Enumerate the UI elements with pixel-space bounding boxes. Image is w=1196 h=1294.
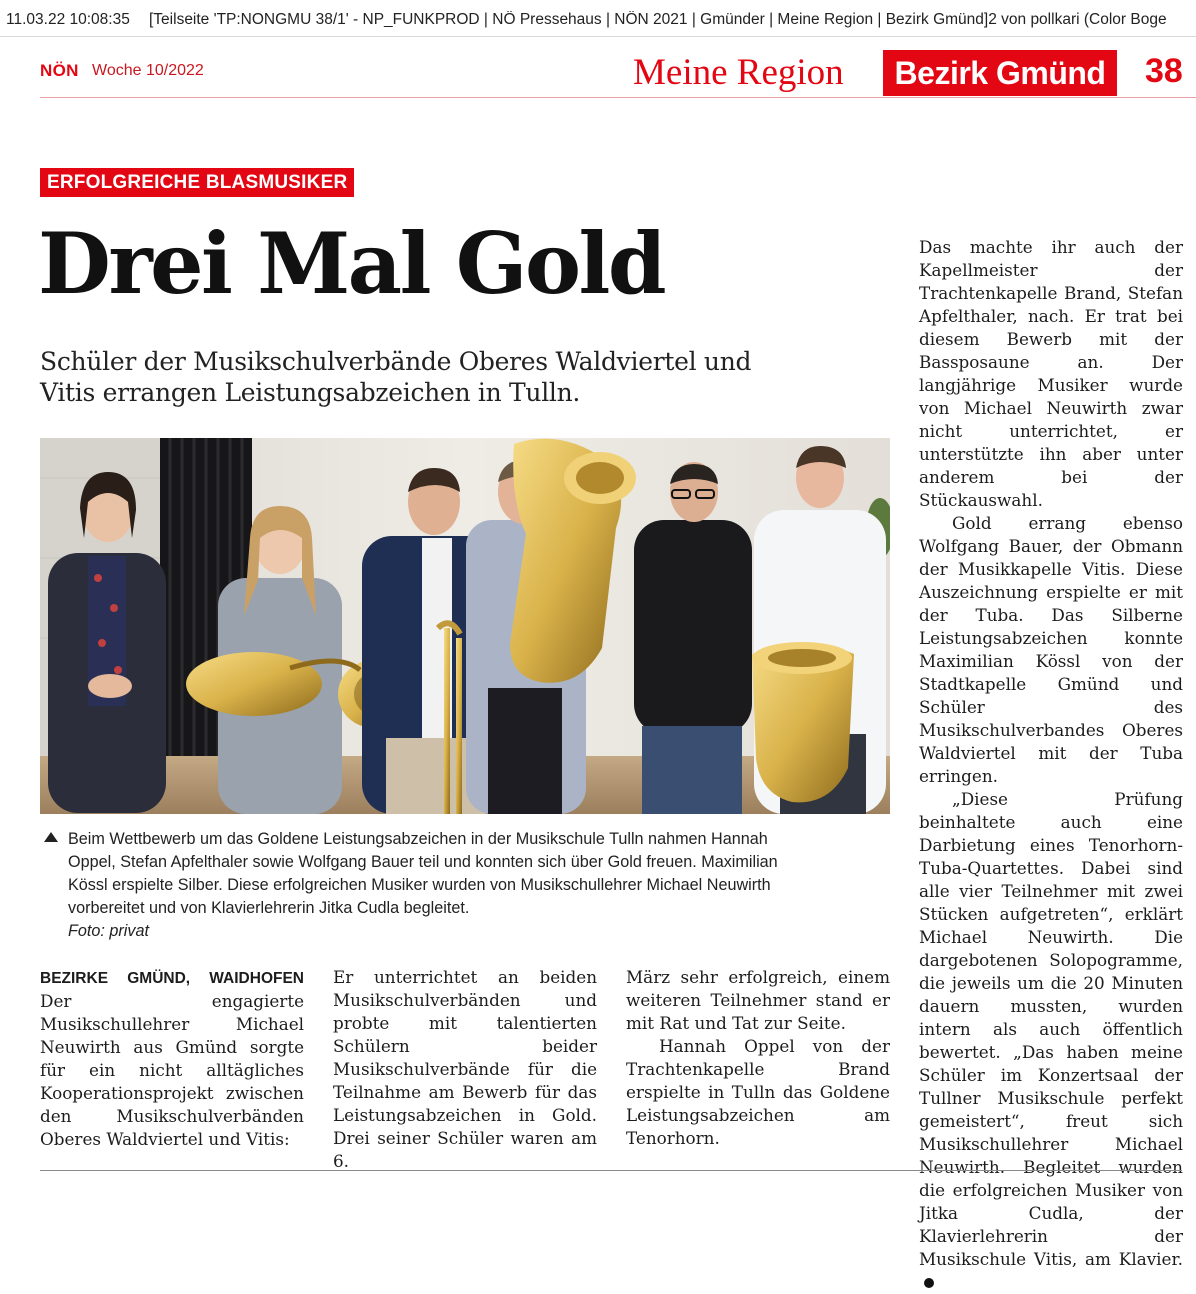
header-divider [40,97,1196,98]
article-text: Das machte ihr auch der Kapellmeister der Trachtenkapelle Brand, Stefan Apfelthaler, nach. Er trat bei diesem Bewerb mit der Bassposaune an. Der langjährige Musiker wurde von Michael Neuwirth zwar nicht unterrichtet, er unterstützte ihn aber unter anderem bei der Stückauswahl. [919,237,1183,510]
article-headline: Drei Mal Gold [38,214,665,313]
caption-triangle-icon [44,832,58,842]
article-text: Hannah Oppel von der Trachtenkapelle Brand erspielte in Tulln das Goldene Leistungsabzeichen am Tenorhorn. [626,1036,890,1148]
print-slug: [Teilseite 'TP:NONGMU 38/1' - NP_FUNKPROD | NÖ Pressehaus | NÖN 2021 | Gmünder | Meine Region | Bezirk Gmünd]2 von pollkari (Color Boge [149,11,1167,28]
article-dateline: BEZIRKE GMÜND, WAIDHOFEN [40,970,304,987]
article-photo [40,438,890,814]
article-column-1 [40,966,304,1151]
footer-divider [40,1170,1182,1171]
group-photo-illustration [40,438,890,814]
photo-credit: Foto: privat [68,922,149,940]
print-meta-line [0,11,1196,33]
caption-text: Beim Wettbewerb um das Goldene Leistungsabzeichen in der Musikschule Tulln nahmen Hannah Oppel, Stefan Apfelthaler sowie Wolfgang Bauer teil und konnten sich über Gold freuen. Maximilian Kössl erspielte Silber. Diese erfolgreichen Musiker wurden von Musikschullehrer Michael Neuwirth vorbereitet und von Klavierlehrerin Jitka Cudla begleitet. [68,830,778,917]
newspaper-logo: NÖN [40,61,79,80]
page-number: 38 [1145,52,1183,90]
print-timestamp: 11.03.22 10:08:35 [6,11,130,28]
article-text: März sehr erfolgreich, einem weiteren Teilnehmer stand er mit Rat und Tat zur Seite. [626,967,890,1033]
article-column-2 [333,966,597,1173]
meta-divider [0,36,1196,37]
district-badge: Bezirk Gmünd [883,50,1117,96]
article-column-3 [626,966,890,1150]
article-text: Er unterrichtet an beiden Musikschulverbänden und probte mit talentierten Schülern beider Musikschulverbände für die Teilnahme am Bewerb für das Leistungsabzeichen in Gold. Drei seiner Schüler waren am 6. [333,967,597,1171]
issue-week: Woche 10/2022 [92,62,204,79]
article-text: Gold errang ebenso Wolfgang Bauer, der Obmann der Musikkapelle Vitis. Diese Auszeichnung erspielte er mit der Tuba. Das Silberne Leistungsabzeichen konnte Maximilian Kössl von der Stadtkapelle Gmünd und Schüler des Musikschulverbandes Oberes Waldviertel mit der Tuba erringen. [919,513,1183,786]
article-text: Der engagierte Musikschullehrer Michael Neuwirth aus Gmünd sorgte für ein nicht alltägliches Kooperationsprojekt zwischen den Musikschulverbänden Oberes Waldviertel und Vitis: [40,991,304,1149]
photo-caption [40,828,800,943]
section-title: Meine Region [633,52,844,93]
end-of-article-icon [924,1278,934,1288]
article-column-4 [919,236,1183,1294]
article-text: „Diese Prüfung beinhaltete auch eine Darbietung eines Tenorhorn-Tuba-Quartettes. Dabei sind alle vier Teilnehmer mit zwei Stücken aufgetreten“, erklärt Michael Neuwirth. Die dargebotenen Solopogramme, die jeweils um die 20 Minuten dauern mussten, wurden intern als auch öffentlich bewertet. „Das haben meine Schüler im Konzertsaal der Tullner Musikschule perfekt gemeistert“, freut sich Musikschullehrer Michael Neuwirth. Begleitet wurden die erfolgreichen Musiker von Jitka Cudla, der Klavierlehrerin der Musikschule Vitis, am Klavier. [919,789,1183,1269]
article-kicker: ERFOLGREICHE BLASMUSIKER [40,168,354,197]
article-subheadline: Schüler der Musikschulverbände Oberes Waldviertel und Vitis errangen Leistungsabzeichen in Tulln. [40,347,752,407]
